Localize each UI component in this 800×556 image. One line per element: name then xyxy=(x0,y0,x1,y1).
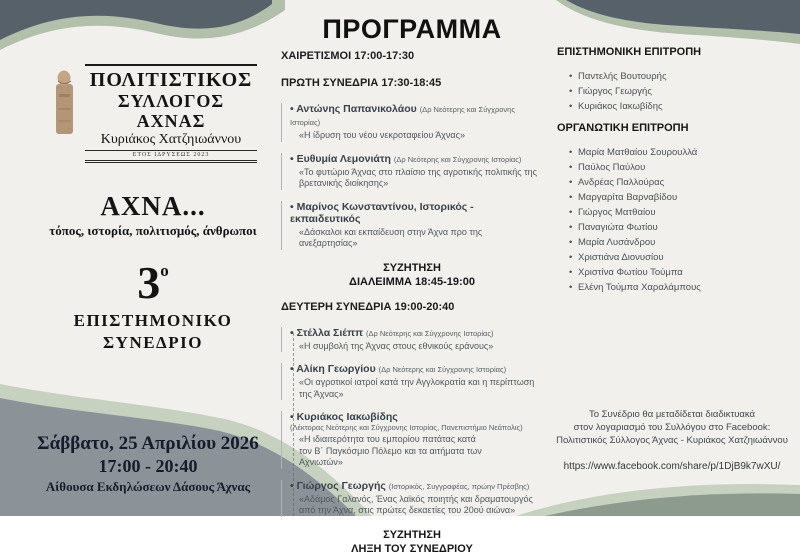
session2-header: ΔΕΥΤΕΡΗ ΣΥΝΕΔΡΙΑ 19:00-20:40 xyxy=(281,300,455,313)
speaker-entry xyxy=(281,201,543,250)
speaker-entry xyxy=(281,327,543,353)
speaker-entry xyxy=(281,411,543,469)
edition-number-block xyxy=(28,248,278,306)
committee-member: • Παναγιώτα Φωτίου xyxy=(569,220,795,235)
event-venue: Αίθουσα Εκδηλώσεων Δάσους Άχνας xyxy=(45,479,251,494)
association-name-line2: ΣΥΛΛΟΓΟΣ ΑΧΝΑΣ xyxy=(117,91,225,131)
event-type-line2: ΣΥΝΕΔΡΙΟ xyxy=(103,333,203,352)
committee-member: • Μαρία Ματθαίου Σουρουλλά xyxy=(569,145,795,160)
scientific-committee-list xyxy=(557,69,795,114)
speaker-topic: «Η συμβολή της Άχνας στους εθνικούς εράνους» xyxy=(299,340,494,351)
edition-ordinal: ο xyxy=(160,261,169,280)
broadcast-line3: Πολιτιστικός Σύλλογος Άχνας - Κυριάκος Χατζηιωάννου xyxy=(556,435,788,446)
speaker-name: • Ευθυμία Λεμονιάτη (Δρ Νεότερης και Σύγχρονης Ιστορίας) xyxy=(290,152,522,165)
committee-member: • Παντελής Βουτουρής xyxy=(569,69,795,84)
broadcast-info xyxy=(546,408,798,474)
committee-member: • Ελένη Τούμπα Χαραλάμπους xyxy=(569,280,795,295)
committee-member: • Ανδρέας Παλλούρας xyxy=(569,175,795,190)
program-title: ΠΡΟΓΡΑΜΜΑ xyxy=(322,14,502,44)
speaker-credentials: (Δρ Νεότερης και Σύγχρονης Ιστορίας) xyxy=(393,154,522,164)
speaker-credentials: (Λέκτορας Νεότερης και Σύγχρονης Ιστορίας, Πανεπιστήμιο Νεάπολις) xyxy=(290,423,523,432)
broadcast-line1: Το Συνέδριο θα μεταδίδεται διαδικτυακά xyxy=(588,409,756,420)
statue-logo-icon xyxy=(49,64,79,163)
association-founded-year: ΕΤΟΣ ΙΔΡΥΣΕΩΣ 2023 xyxy=(85,150,257,163)
speaker-credentials: (Ιστορικός, Συγγραφέας, πρώην Πρέσβης) xyxy=(388,481,530,491)
break-interval: ΔΙΑΛΕΙΜΜΑ 18:45-19:00 xyxy=(349,275,475,288)
committee-member: • Γιώργος Γεωργής xyxy=(569,84,795,99)
committee-member: • Χριστίνα Φωτίου Τούμπα xyxy=(569,265,795,280)
session1-header: ΠΡΩΤΗ ΣΥΝΕΔΡΙΑ 17:30-18:45 xyxy=(281,77,442,89)
left-panel xyxy=(28,64,278,352)
speaker-topic: «Η ίδρυση του νέου νεκροταφείου Άχνας» xyxy=(299,130,465,140)
speaker-credentials: (Δρ Νεότερης και Σύγχρονης Ιστορίας) xyxy=(378,365,507,374)
association-name-line1: ΠΟΛΙΤΙΣΤΙΚΟΣ xyxy=(89,69,253,91)
committee-member: • Γιώργος Ματθαίου xyxy=(569,205,795,220)
association-logo xyxy=(49,64,257,163)
speaker-entry xyxy=(281,480,543,517)
committee-member: • Κυριάκος Ιακωβίδης xyxy=(569,99,795,114)
speaker-topic: «Το φυτώριο Άχνας στο πλαίσιο της αγροτικής πολιτικής της βρετανικής διοίκησης» xyxy=(299,166,538,188)
speaker-entry xyxy=(281,153,543,190)
event-type-block xyxy=(28,310,278,354)
committee-member: • Χριστιάνα Διονυσίου xyxy=(569,250,795,265)
committee-member: • Παύλος Παύλου xyxy=(569,160,795,175)
scientific-committee-title: ΕΠΙΣΤΗΜΟΝΙΚΗ ΕΠΙΤΡΟΠΗ xyxy=(557,46,702,58)
speaker-entry xyxy=(281,103,543,142)
speaker-topic: «Οι αγροτικοί ιατροί κατά την Αγγλοκρατία και η περίπτωση της Άχνας» xyxy=(299,377,535,399)
break-block xyxy=(281,261,543,289)
organizing-committee-list xyxy=(557,145,795,295)
broadcast-line2: στον λογαριασμό του Συλλόγου στο Facebook: xyxy=(573,422,771,433)
committee-member: • Μαργαρίτα Βαρναβίδου xyxy=(569,190,795,205)
speaker-entry xyxy=(281,363,543,400)
speaker-credentials: (Δρ Νεότερης και Σύγχρονης Ιστορίας) xyxy=(290,105,515,127)
association-name-line3: Κυριάκος Χατζηιωάννου xyxy=(100,132,242,147)
break-discussion: ΣΥΖΗΤΗΣΗ xyxy=(383,261,441,274)
theme-subtitle: τόπος, ιστορία, πολιτισμός, άνθρωποι xyxy=(49,223,257,238)
organizing-committee-title: ΟΡΓΑΝΩΤΙΚΗ ΕΠΙΤΡΟΠΗ xyxy=(557,122,689,134)
greetings-slot: ΧΑΙΡΕΤΙΣΜΟΙ 17:00-17:30 xyxy=(281,50,415,62)
theme-title: ΑΧΝΑ... xyxy=(100,191,206,221)
speaker-credentials: (Δρ Νεότερης και Σύγχρονης Ιστορίας) xyxy=(366,328,494,338)
event-type-line1: ΕΠΙΣΤΗΜΟΝΙΚΟ xyxy=(73,311,233,330)
closing-end: ΛΗΞΗ ΤΟΥ ΣΥΝΕΔΡΙΟΥ xyxy=(351,542,473,555)
facebook-link[interactable]: https://www.facebook.com/share/p/1DjB9k7wXU/ xyxy=(563,461,781,472)
committees-column xyxy=(557,46,795,303)
event-time: 17:00 - 20:40 xyxy=(98,456,198,476)
speaker-name: • Στέλλα Σιέππ (Δρ Νεότερης και Σύγχρονης Ιστορίας) xyxy=(290,326,494,339)
speaker-topic: «Η ιδιαιτερότητα του εμπορίου πατάτας κατά τον Β΄ Παγκόσμιο Πόλεμο και τα αιτήματα των Αχνιωτών» xyxy=(299,434,482,467)
closing-discussion: ΣΥΖΗΤΗΣΗ xyxy=(383,528,441,541)
speaker-name: • Μαρίνος Κωνσταντίνου, Ιστορικός - εκπαιδευτικός xyxy=(290,200,474,225)
speaker-topic: «Αδάμος Γαλανός, Ένας λαϊκός ποιητής και δραματουργός από την Άχνα, στις πρώτες δεκαετίες του 20ού αιώνα» xyxy=(299,493,533,515)
speaker-topic: «Δάσκαλοι και εκπαίδευση στην Άχνα προ της ανεξαρτησίας» xyxy=(299,226,483,248)
speaker-name: • Γιώργος Γεωργής (Ιστορικός, Συγγραφέας, πρώην Πρέσβης) xyxy=(290,479,530,492)
speaker-name: • Αντώνης Παπανικολάου (Δρ Νεότερης και Σύγχρονης Ιστορίας) xyxy=(290,103,515,127)
program-column xyxy=(281,14,543,556)
edition-number: $3^o$ xyxy=(137,257,169,308)
theme-block xyxy=(28,192,278,239)
date-venue-block xyxy=(12,432,284,495)
committee-member: • Μαρία Λυσάνδρου xyxy=(569,235,795,250)
speaker-name: • Αλίκη Γεωργίου (Δρ Νεότερης και Σύγχρονης Ιστορίας) xyxy=(290,363,507,375)
speaker-name: • Κυριάκος Ιακωβίδης (Λέκτορας Νεότερης και Σύγχρονης Ιστορίας, Πανεπιστήμιο Νεάπολις) xyxy=(290,411,543,433)
closing-block xyxy=(281,528,543,556)
event-date: Σάββατο, 25 Απριλίου 2026 xyxy=(37,433,259,454)
association-logo-text xyxy=(85,64,257,163)
